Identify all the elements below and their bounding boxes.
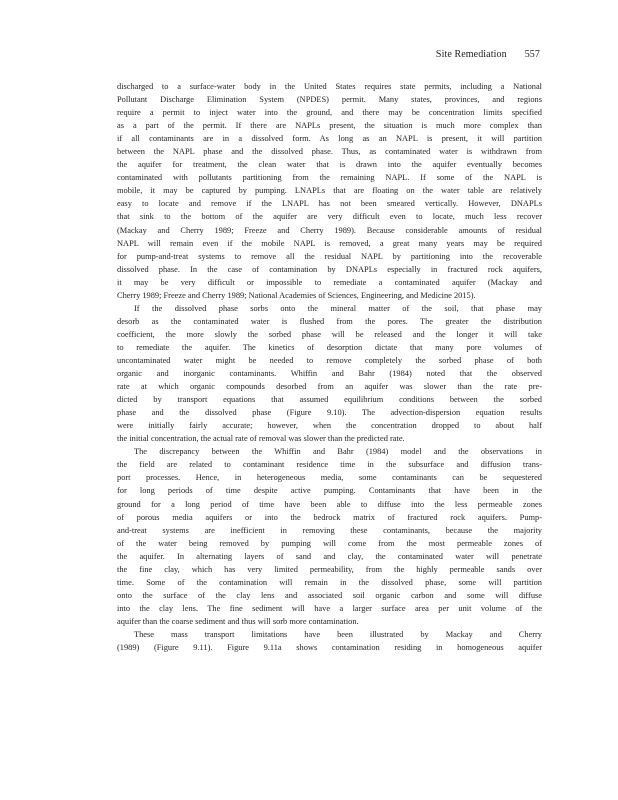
text-line: easy to locate and remove if the LNAPL has not been smeared vertically. However, DNAPLs (117, 199, 542, 209)
text-line: Cherry 1989; Freeze and Cherry 1989; National Academies of Sciences, Engineering, and Medicine 2015). (117, 290, 476, 300)
running-header (436, 49, 540, 60)
text-line: onto the surface of the clay lens and associated soil organic carbon and some will diffuse (117, 590, 542, 600)
section-title: Site Remediation (435, 49, 507, 60)
text-line: (1989) (Figure 9.11). Figure 9.11a shows contamination residing in homogeneous aquifer (117, 643, 542, 653)
text-line: time. Some of the contamination will remain in the dissolved phase, some will partition (117, 577, 542, 587)
paragraph-start-line: If the dissolved phase sorbs onto the mineral matter of the soil, that phase may (134, 303, 542, 313)
text-line: Pollutant Discharge Elimination System (NPDES) permit. Many states, provinces, and regions (117, 95, 542, 105)
text-line: were initially fairly accurate; however, when the concentration dropped to about half (117, 421, 542, 431)
text-line: that sink to the bottom of the aquifer are very difficult even to locate, much less recover (117, 212, 542, 222)
text-line: the initial concentration, the actual rate of removal was slower than the predicted rate. (117, 434, 405, 444)
text-line: of the water being removed by pumping will come from the most permeable zones of (117, 538, 542, 548)
paragraph-start-line: These mass transport limitations have been illustrated by Mackay and Cherry (134, 629, 542, 639)
text-line: between the NAPL phase and the dissolved phase. Thus, as contaminated water is withdrawn from (117, 147, 542, 157)
text-line: ground for a long period of time have been able to diffuse into the less permeable zones (117, 499, 542, 509)
text-line: phase and the dissolved phase (Figure 9.10). The advection-dispersion equation results (117, 408, 542, 418)
text-line: the aquifer. In alternating layers of sand and clay, the contaminated water will penetrate (117, 551, 542, 561)
text-line: into the clay lens. The fine sediment will have a larger surface area per unit volume of the (117, 603, 542, 613)
text-line: organic and inorganic contaminants. Whiffin and Bahr (1984) noted that the observed (117, 369, 542, 379)
text-line: contaminated with pollutants partitioning from the remaining NAPL. If some of the NAPL is (117, 173, 542, 183)
text-line: desorb as the contaminated water is flushed from the pores. The greater the distribution (117, 316, 542, 326)
text-line: dicted by transport equations that assumed equilibrium conditions between the sorbed (117, 395, 542, 405)
page-number: 557 (524, 49, 540, 60)
text-line: rate at which organic compounds desorbed from an aquifer was slower than the rate pre- (117, 382, 542, 392)
text-line: uncontaminated water might be needed to remove completely the sorbed phase of both (117, 355, 542, 365)
text-line: for long periods of time despite active pumping. Contaminants that have been in the (117, 486, 542, 496)
text-line: it may be very difficult or impossible to remediate a contaminated aquifer (Mackay and (117, 277, 542, 287)
text-line: for pump-and-treat systems to remove all the residual NAPL by partitioning into the recoverable (117, 251, 542, 261)
text-line: discharged to a surface-water body in the United States requires state permits, including a National (117, 82, 542, 91)
text-line: require a permit to inject water into the ground, and there may be concentration limits specified (117, 108, 542, 118)
text-line: of porous media aquifers or into the bedrock matrix of fractured rock aquifers. Pump- (117, 512, 542, 522)
text-line: (Mackay and Cherry 1989; Freeze and Cherry 1989). Because considerable amounts of residual (117, 225, 542, 235)
body-text (117, 80, 542, 654)
text-line: port processes. Hence, in heterogeneous media, some contaminants can be sequestered (117, 473, 542, 483)
text-line: if all contaminants are in a dissolved form. As long as an NAPL is present, it will partition (117, 134, 542, 144)
text-line: the field are related to contaminant residence time in the subsurface and diffusion trans- (117, 460, 542, 470)
text-line: to remediate the aquifer. The kinetics of desorption dictate that many pore volumes of (117, 342, 542, 352)
text-line: as a part of the permit. If there are NAPLs present, the situation is much more complex than (117, 121, 542, 131)
text-line: NAPL will remain even if the mobile NAPL is removed, a great many years may be required (117, 238, 542, 248)
text-line: the aquifer for treatment, the clean water that is drawn into the aquifer eventually becomes (117, 160, 542, 170)
text-line: mobile, it may be captured by pumping. LNAPLs that are floating on the water table are relatively (117, 186, 542, 196)
text-line: coefficient, the more slowly the sorbed phase will be released and the longer it will take (117, 329, 542, 339)
text-line: the fine clay, which has very limited permeability, from the highly permeable sands over (117, 564, 542, 574)
text-line: and-treat systems are inefficient in removing these contaminants, because the majority (117, 525, 542, 535)
paragraph-start-line: The discrepancy between the Whiffin and Bahr (1984) model and the observations in (134, 447, 542, 457)
text-line: aquifer than the coarse sediment and thus will sorb more contamination. (117, 616, 359, 626)
text-line: dissolved phase. In the case of contamination by DNAPLs especially in fractured rock aquifers, (117, 264, 542, 274)
